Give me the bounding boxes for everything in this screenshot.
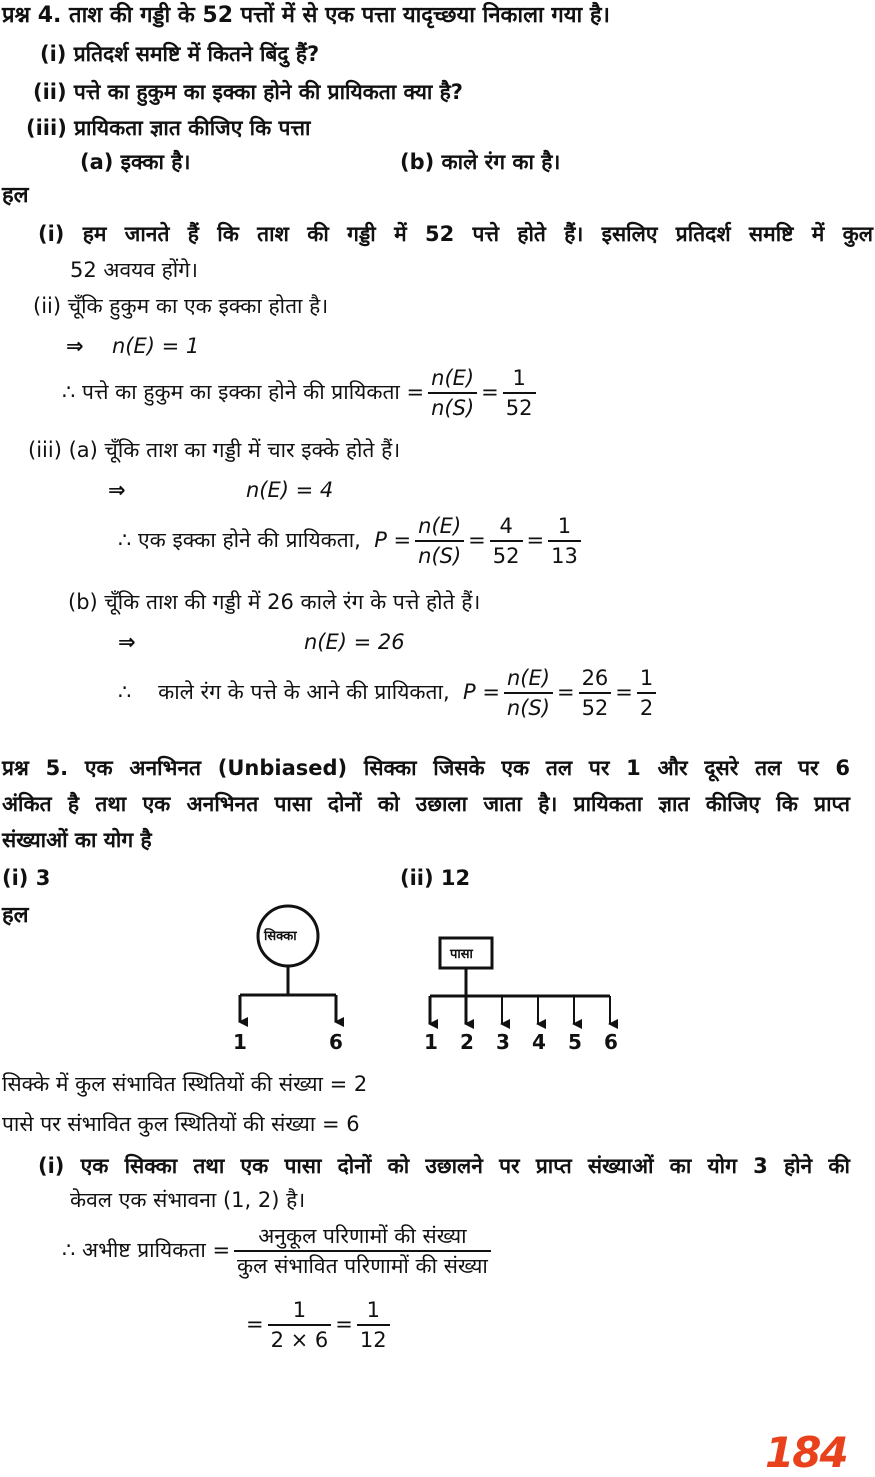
sol5-i-line2: केवल एक संभावना (1, 2) है। bbox=[70, 1188, 306, 1212]
dice-outcome: 1 bbox=[424, 1030, 438, 1054]
fraction-nE-nS: $\frac{n(E)}{n(S)}$ bbox=[428, 364, 477, 422]
q4-part-ii: (ii) पत्ते का हुकुम का इक्का होने की प्रायिकता क्या है? bbox=[33, 80, 463, 104]
implies-symbol: ⇒ bbox=[66, 334, 84, 358]
fraction-1-52: $\frac{1}{52}$ bbox=[503, 364, 536, 422]
sol4-ii-line: (ii) चूँकि हुकुम का एक इक्का होता है। bbox=[33, 294, 329, 318]
q4-part-iii-b: (b) काले रंग का है। bbox=[400, 150, 561, 174]
sol4-iii-b-result: ∴ काले रंग के पत्ते के आने की प्रायिकता, P = $\frac{n(E)}{n(S)}$ = $\frac{26}{52}$ = $\frac{1}{2}$ bbox=[118, 660, 660, 724]
coin-label: सिक्का bbox=[264, 929, 297, 944]
dice-outcome: 4 bbox=[532, 1030, 546, 1054]
sol5-dice-count: पासे पर संभावित कुल स्थितियों की संख्या = 6 bbox=[2, 1112, 360, 1136]
dice-outcome: 6 bbox=[604, 1030, 618, 1054]
sol5-therefore: ∴ अभीष्ट प्रायिकता = bbox=[62, 1238, 231, 1262]
q4-part-iii: (iii) प्रायिकता ज्ञात कीजिए कि पत्ता bbox=[26, 116, 311, 140]
formula-fraction: $\frac{\text{अनुकूल परिणामों की संख्या}}{\text{कुल संभावित परिणामों की संख्या}}$ bbox=[234, 1222, 491, 1280]
coin-outcome: 6 bbox=[329, 1030, 343, 1054]
q5-title-line3: संख्याओं का योग है bbox=[2, 828, 152, 852]
sol4-iii-a-result: ∴ एक इक्का होने की प्रायिकता, P = $\frac{n(E)}{n(S)}$ = $\frac{4}{52}$ = $\frac{1}{13}$ bbox=[118, 508, 585, 572]
q4-part-i: (i) प्रतिदर्श समष्टि में कितने बिंदु हैं? bbox=[40, 42, 320, 66]
q4-part-iii-a: (a) इक्का है। bbox=[80, 150, 191, 174]
sol5-probability-formula bbox=[62, 1218, 495, 1282]
dice-outcome: 5 bbox=[568, 1030, 582, 1054]
sol4-ii-therefore: ∴ पत्ते का हुकुम का इक्का होने की प्रायिकता = bbox=[62, 380, 425, 404]
sol4-heading: हल bbox=[2, 183, 29, 208]
q4-title: प्रश्न 4. ताश की गड्डी के 52 पत्तों में से एक पत्ता यादृच्छया निकाला गया है। bbox=[2, 3, 610, 28]
sol5-i-line1: (i) एक सिक्का तथा एक पासा दोनों को उछालने पर प्राप्त संख्याओं का योग 3 होने की bbox=[38, 1154, 850, 1178]
page-number: 184 bbox=[765, 1428, 847, 1477]
sol4-i-line1: (i) हम जानते हैं कि ताश की गड्डी में 52 पत्ते होते हैं। इसलिए प्रतिदर्श समष्टि में कुल bbox=[38, 222, 873, 246]
q5-option-i: (i) 3 bbox=[2, 866, 51, 890]
sol4-i-line2: 52 अवयव होंगे। bbox=[70, 258, 199, 282]
q5-option-ii: (ii) 12 bbox=[400, 866, 471, 890]
sol5-coin-count: सिक्के में कुल संभावित स्थितियों की संख्या = 2 bbox=[2, 1072, 368, 1096]
sol4-ii-nE: n(E) = 1 bbox=[112, 334, 200, 358]
dice-outcome: 3 bbox=[496, 1030, 510, 1054]
sol4-iii-a-therefore: ∴ एक इक्का होने की प्रायिकता, bbox=[118, 528, 361, 552]
dice-label: पासा bbox=[450, 947, 473, 962]
q5-title-line2: अंकित है तथा एक अनभिनत पासा दोनों को उछाला जाता है। प्रायिकता ज्ञात कीजिए कि प्राप्त bbox=[2, 792, 850, 816]
sol4-iii-b-line: (b) चूँकि ताश की गड्डी में 26 काले रंग के पत्ते होते हैं। bbox=[68, 590, 481, 614]
implies-symbol: ⇒ bbox=[118, 630, 136, 654]
coin-outcome: 1 bbox=[233, 1030, 247, 1054]
implies-symbol: ⇒ bbox=[108, 478, 126, 502]
sol4-iii-b-nE: n(E) = 26 bbox=[304, 630, 405, 654]
sol4-iii-a-line: (iii) (a) चूँकि ताश का गड्डी में चार इक्के होते हैं। bbox=[28, 438, 401, 462]
q5-title-line1: प्रश्न 5. एक अनभिनत (Unbiased) सिक्का जिसके एक तल पर 1 और दूसरे तल पर 6 bbox=[2, 756, 850, 780]
sol5-probability-result: = $\frac{1}{2 \times 6}$ = $\frac{1}{12}$ bbox=[246, 1292, 394, 1356]
dice-outcome: 2 bbox=[460, 1030, 474, 1054]
sol5-heading: हल bbox=[2, 903, 29, 928]
sol4-iii-a-nE: n(E) = 4 bbox=[246, 478, 334, 502]
sol4-ii-result: ∴ पत्ते का हुकुम का इक्का होने की प्रायिकता = $\frac{n(E)}{n(S)}$ = $\frac{1}{52}$ bbox=[62, 360, 540, 424]
